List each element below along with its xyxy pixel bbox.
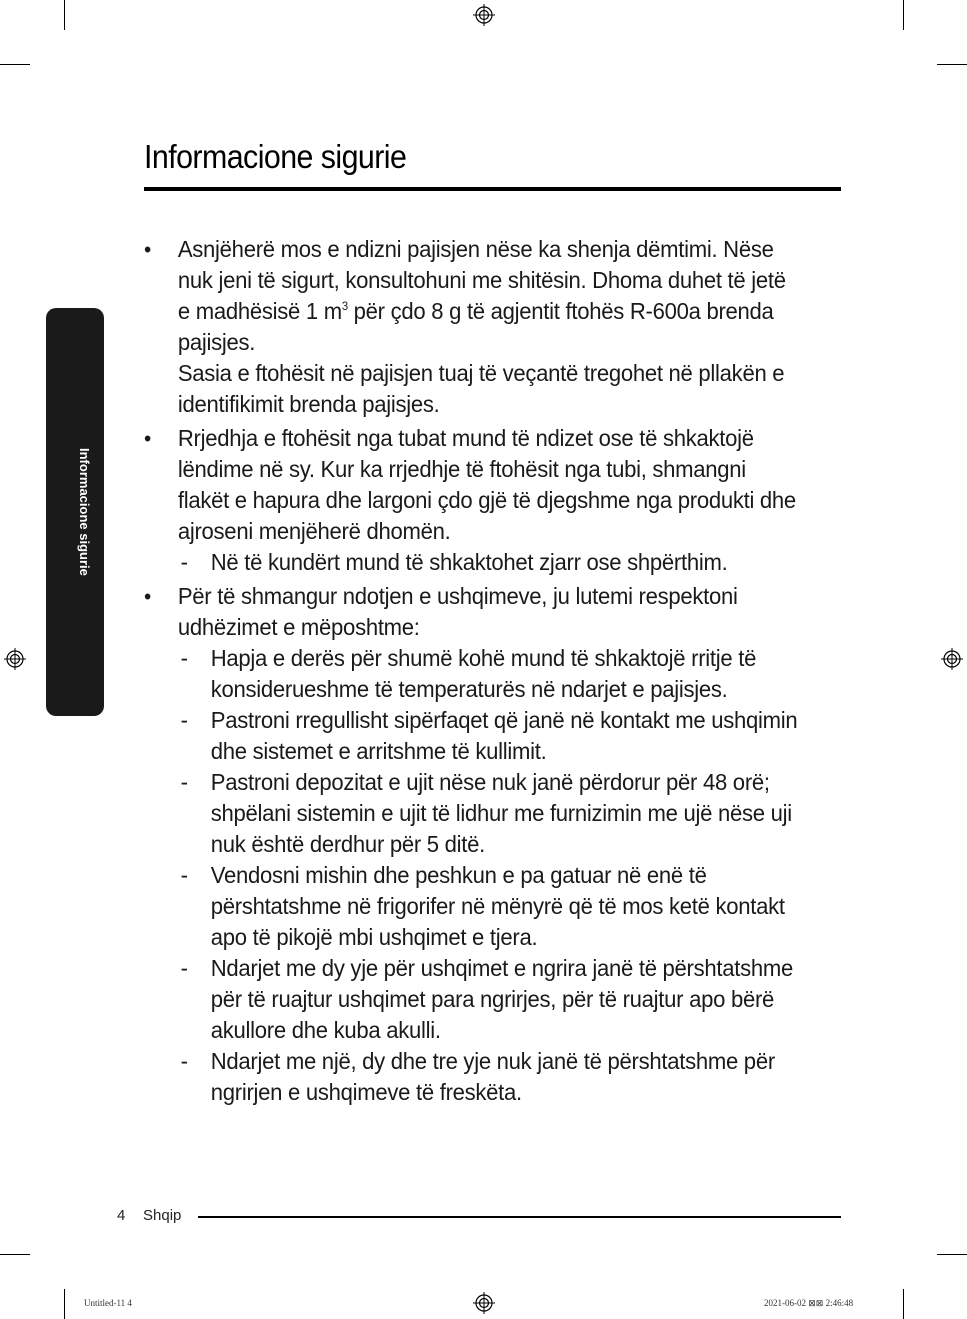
- crop-mark: [64, 0, 65, 30]
- sub-item-text: Pastroni depozitat e ujit nëse nuk janë përdorur për 48 orë; shpëlani sistemin e ujit të lidhur me furnizimin me ujë nëse uji nuk është derdhur për 5 ditë.: [210, 769, 792, 857]
- text-run: Rrjedhja e ftohësit nga tubat mund të ndizet ose të shkaktojë lëndime në sy. Kur ka rrjedhje të ftohësit nga tubi, shmangni flakët e hapura dhe largoni çdo gjë të djegshme nga produkti dhe ajroseni menjëherë dhomën.: [177, 425, 796, 544]
- bullet-item: [144, 234, 802, 420]
- sub-item: [178, 643, 802, 705]
- sub-item: [178, 1046, 802, 1108]
- crop-mark: [937, 1254, 967, 1255]
- sub-item-text: Në të kundërt mund të shkaktohet zjarr ose shpërthim.: [210, 549, 728, 575]
- text-run: për çdo 8 g të agjentit ftohës R-600a brenda pajisjes.: [177, 298, 774, 355]
- sub-item: [178, 860, 802, 953]
- bullet-marker: •: [144, 237, 151, 262]
- sub-item-text: Ndarjet me një, dy dhe tre yje nuk janë të përshtatshme për ngrirjen e ushqimeve të freskëta.: [210, 1048, 775, 1105]
- text-run: Sasia e ftohësit në pajisjen tuaj të veçantë tregohet në pllakën e identifikimit brenda pajisjes.: [177, 360, 785, 417]
- bullet-item: [144, 581, 802, 1108]
- bullet-paragraph: [178, 423, 802, 547]
- bullet-paragraph: [178, 581, 802, 643]
- sub-item-text: Pastroni rregullisht sipërfaqet që janë në kontakt me ushqimin dhe sistemet e arritshme të kullimit.: [210, 707, 798, 764]
- sub-marker: -: [180, 1048, 188, 1074]
- print-file-label: Untitled-11 4: [84, 1298, 132, 1308]
- title-underline: [144, 187, 841, 191]
- sub-item: [178, 547, 802, 578]
- sub-item-text: Ndarjet me dy yje për ushqimet e ngrira janë të përshtatshme për të ruajtur ushqimet para ngrirjes, për të ruajtur apo bërë akullore dhe kuba akulli.: [210, 955, 794, 1043]
- bullet-marker: •: [144, 584, 151, 609]
- sub-marker: -: [180, 549, 188, 575]
- crop-mark: [903, 0, 904, 30]
- bullet-paragraph: [178, 358, 802, 420]
- registration-mark-icon: [473, 4, 495, 26]
- sub-marker: -: [180, 769, 188, 795]
- crop-mark: [0, 64, 30, 65]
- text-run: Asnjëherë mos e ndizni pajisjen nëse ka shenja dëmtimi. Nëse nuk jeni të sigurt, konsultohuni me shitësin. Dhoma duhet të jetë e madhësisë 1 m: [177, 236, 786, 324]
- sub-item-text: Hapja e derës për shumë kohë mund të shkaktojë rritje të konsiderueshme të temperaturës në ndarjet e pajisjes.: [210, 645, 757, 702]
- page-title: Informacione sigurie: [144, 138, 407, 175]
- registration-mark-icon: [941, 648, 963, 670]
- page-language: Shqip: [143, 1207, 182, 1224]
- sub-item: [178, 705, 802, 767]
- sub-item: [178, 767, 802, 860]
- sub-marker: -: [180, 862, 188, 888]
- page-number: 4: [117, 1207, 126, 1224]
- sub-item: [178, 953, 802, 1046]
- sub-marker: -: [180, 707, 188, 733]
- sub-marker: -: [180, 645, 188, 671]
- superscript: 3: [341, 299, 348, 313]
- side-tab-label: Informacione sigurie: [77, 448, 92, 576]
- crop-mark: [64, 1289, 65, 1319]
- registration-mark-icon: [4, 648, 26, 670]
- sub-marker: -: [180, 955, 188, 981]
- crop-mark: [937, 64, 967, 65]
- section-side-tab: [46, 308, 104, 716]
- text-run: Për të shmangur ndotjen e ushqimeve, ju lutemi respektoni udhëzimet e mëposhtme:: [177, 583, 738, 640]
- registration-mark-icon: [473, 1292, 495, 1314]
- sub-item-text: Vendosni mishin dhe peshkun e pa gatuar në enë të përshtatshme në frigorifer në mënyrë që të mos ketë kontakt apo të pikojë mbi ushqimet e tjera.: [210, 862, 785, 950]
- bullet-item: [144, 423, 802, 578]
- footer-rule: [198, 1216, 841, 1218]
- crop-mark: [903, 1289, 904, 1319]
- safety-content: [144, 234, 802, 1111]
- print-timestamp: 2021-06-02 ⊠⊠ 2:46:48: [764, 1298, 854, 1308]
- bullet-marker: •: [144, 426, 151, 451]
- bullet-paragraph: [178, 234, 802, 358]
- crop-mark: [0, 1254, 30, 1255]
